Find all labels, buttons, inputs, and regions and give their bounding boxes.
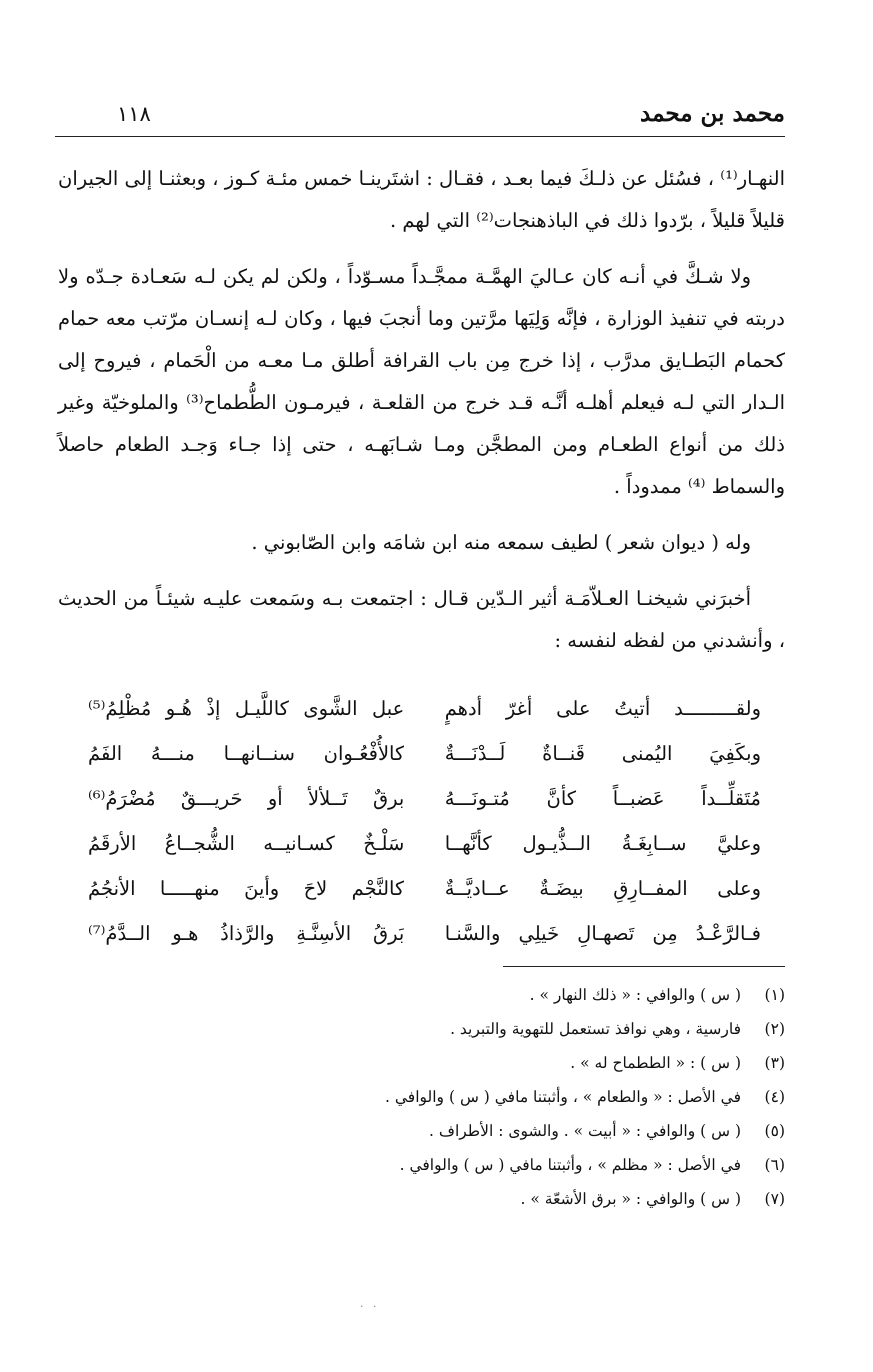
verse-second-hemistich: برقٌ تَــلألأ أو حَريـــقٌ مُضْرَمُ⁽⁶⁾ — [88, 787, 405, 810]
verse-line — [88, 866, 761, 911]
verse-line — [88, 776, 761, 821]
verse-second-hemistich: عبل الشَّوى كاللَّيـل إذْ هُـو مُظْلِمُ⁽⁵⁾ — [88, 697, 405, 720]
footnote-text: ( س ) والوافي : « أبيت » . والشوى : الأطراف . — [429, 1122, 741, 1140]
footnote — [200, 1080, 785, 1114]
running-head: محمد بن محمد — [640, 100, 785, 127]
verse-first-hemistich: وعليَّ ســابِغَـةُ الــذُّيـول كأنَّهــا — [444, 832, 761, 855]
footnote-divider — [503, 966, 785, 967]
verse-line — [88, 686, 761, 731]
verse-first-hemistich: وبكَفِيَ اليُمنى قَنــاةٌ لَــدْنَـــةٌ — [444, 742, 761, 765]
verse-second-hemistich: سَلْـخٌ كسـانيــه الشُّجــاعُ الأرقَمُ — [88, 832, 405, 855]
verse-first-hemistich: فـالرَّعْـدُ مِن تَصهـالِ خَيلِي والسَّنـا — [444, 922, 761, 945]
footnote-number: (٢) — [764, 1020, 785, 1038]
scan-speck: · · — [360, 1300, 380, 1313]
footnote-number: (٣) — [764, 1054, 785, 1072]
footnote-text: في الأصل : « والطعام » ، وأثبتنا مافي ( س ) والوافي . — [385, 1088, 741, 1106]
footnote — [200, 1114, 785, 1148]
footnote-text: في الأصل : « مظلم » ، وأثبتنا مافي ( س ) والوافي . — [399, 1156, 741, 1174]
verse-first-hemistich: وعلى المفــارِقِ بيضَـةٌ عــاديَّــةٌ — [444, 877, 761, 900]
verse-line — [88, 731, 761, 776]
verse-line — [88, 911, 761, 956]
paragraph-4: أخبرَني شيخنـا العـلاّمَـة أثير الـدّين قـال : اجتمعت بـه وسَمعت عليـه شيئـاً من الحديث ، وأنشدني من لفظه لنفسه : — [58, 587, 785, 652]
footnote-number: (٧) — [764, 1190, 785, 1208]
footnote — [200, 1148, 785, 1182]
footnote — [200, 978, 785, 1012]
footnote — [200, 1012, 785, 1046]
paragraph-3: وله ( ديوان شعر ) لطيف سمعه منه ابن شامَه وابن الصّابوني . — [251, 531, 751, 554]
footnote-number: (٥) — [764, 1122, 785, 1140]
verse-second-hemistich: بَرقُ الأسِنَّـةِ والرَّذاذُ هـو الــدَّمُ⁽⁷⁾ — [88, 922, 405, 945]
page-number: ١١٨ — [117, 102, 151, 126]
footnote — [200, 1046, 785, 1080]
verse-first-hemistich: مُتَقلِّــداً عَضبــاً كأنَّ مُتـونَـــهُ — [444, 787, 761, 810]
footnote-text: ( س ) والوافي : « ذلك النهار » . — [529, 986, 741, 1004]
paragraph-1: النهـار⁽¹⁾ ، فسُئل عن ذلـكَ فيما بعـد ، فقـال : اشتَرينـا خمس مئـة كـوز ، وبعثنـا إلى الجيران قليلاً قليلاً ، برّدوا ذلك في الباذهنجات⁽²⁾ التي لهم . — [58, 167, 785, 232]
footnote-text: ( س ) والوافي : « برق الأشعّة » . — [520, 1190, 741, 1208]
paragraph-2: ولا شـكَّ في أنـه كان عـاليَ الهمَّـة ممجَّـداً مسـوّداً ، ولكن لم يكن لـه سَعـادة جـدّه ولا دربته في تنفيذ الوزارة ، فإنَّه وَلِيَها مرَّتين وما أنجبَ فيها ، وكان لـه إنسـان مرّتب معه حمام كحمام البَطـايق مدرَّب ، إذا خرج مِن باب القرافة أطلق مـا معـه من الْحَمام ، فيروح إلى الـدار التي لـه فيعلم أهلـه أنَّـه قـد خرج من القلعـة ، فيرمـون الطُّطماح⁽³⁾ والملوخيّة وغير ذلك من أنواع الطعـام ومن المطجَّن ومـا شـابَهـه ، حتى إذا جـاء وَجـد الطعام حاصلاً والسماط ⁽⁴⁾ ممدوداً . — [58, 265, 785, 498]
main-text — [58, 158, 785, 676]
footnote-number: (١) — [764, 986, 785, 1004]
poem — [88, 686, 761, 956]
verse-second-hemistich: كالنَّجْم لاحَ وأينَ منهـــــا الأنجُمُ — [88, 877, 405, 900]
footnote-number: (٤) — [764, 1088, 785, 1106]
footnote-number: (٦) — [764, 1156, 785, 1174]
footnote-text: ( س ) : « الططماح له » . — [570, 1054, 741, 1072]
footnotes — [200, 978, 785, 1216]
footnote — [200, 1182, 785, 1216]
verse-line — [88, 821, 761, 866]
footnote-text: فارسية ، وهي نوافذ تستعمل للتهوية والتبريد . — [450, 1020, 741, 1038]
verse-second-hemistich: كالأُفْعُـوان سنــانهــا منـــهُ الفَمُ — [88, 742, 405, 765]
verse-first-hemistich: ولقـــــــــد أتيتُ على أغرّ أدهمٍ — [444, 697, 761, 720]
page-header — [55, 100, 785, 137]
